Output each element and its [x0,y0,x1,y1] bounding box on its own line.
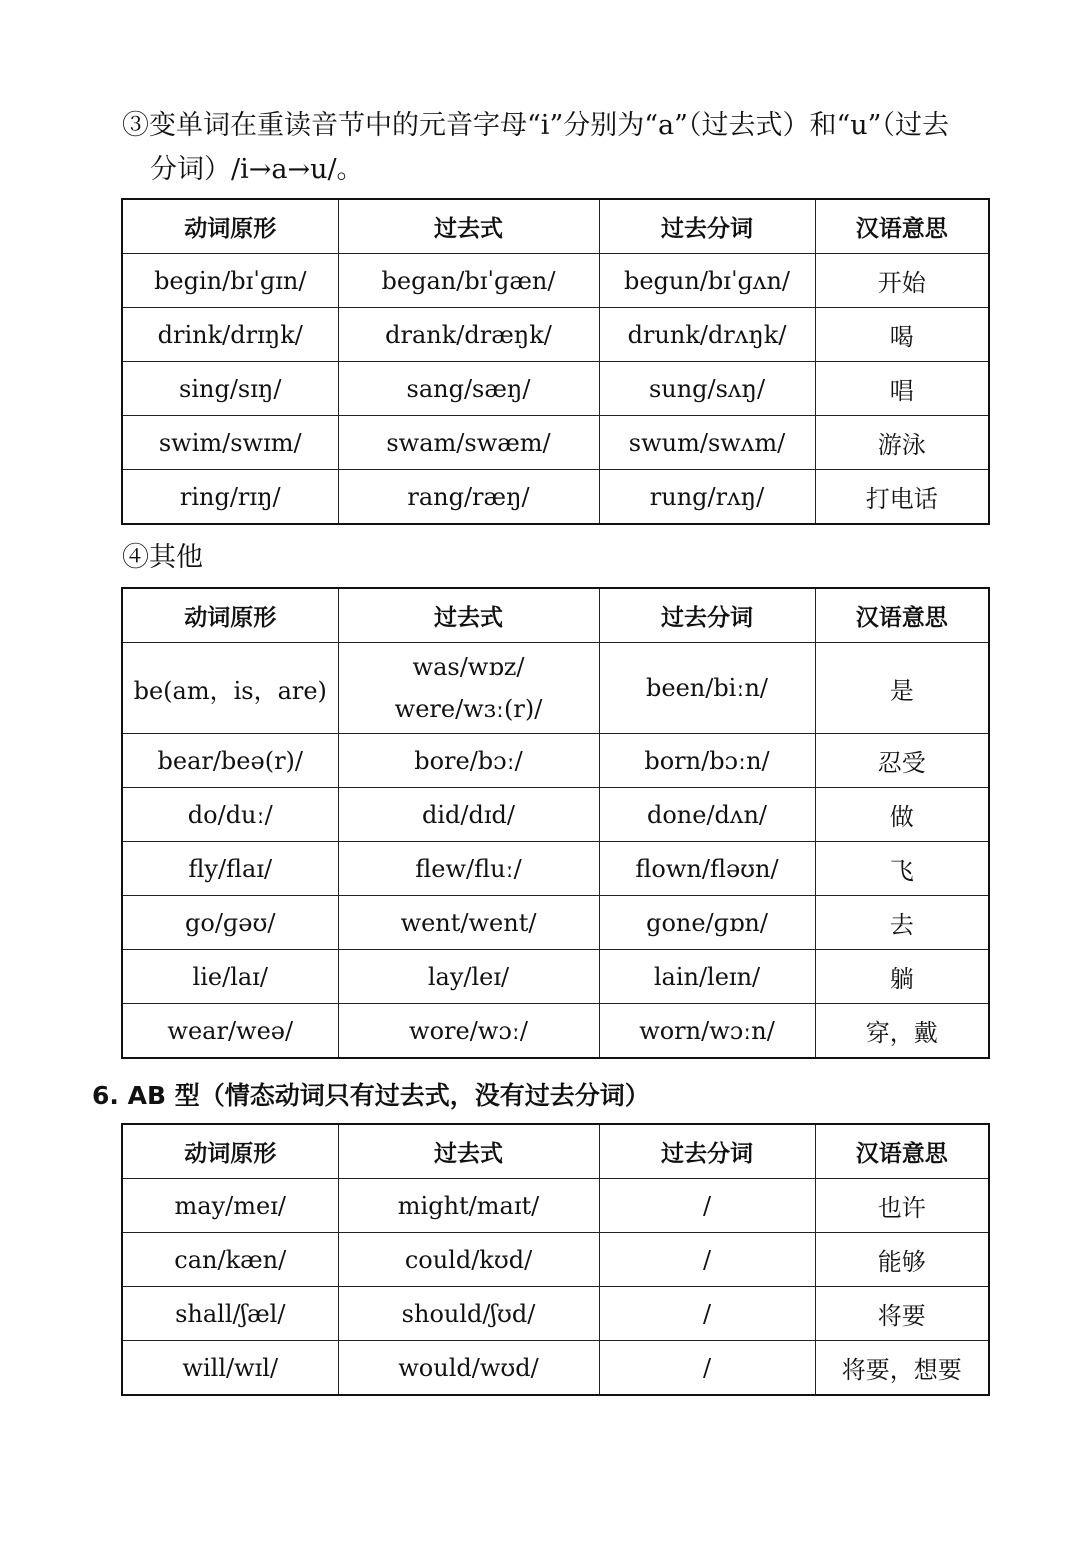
cell-participle: rung/rʌŋ/ [599,470,815,525]
cell-past-line1: was/wɒz/ [412,653,525,681]
cell-base: will/wɪl/ [122,1341,338,1396]
cell-base: do/duː/ [122,788,338,842]
cell-past: lay/leɪ/ [338,950,599,1004]
cell-participle: / [599,1233,815,1287]
header-past-tense: 过去式 [338,588,599,643]
cell-participle: lain/leɪn/ [599,950,815,1004]
cell-past: drank/dræŋk/ [338,308,599,362]
table-header-row [122,1124,989,1179]
section3-line1: ③变单词在重读音节中的元音字母“i”分别为“a”（过去式）和“u”（过去 [122,110,949,141]
cell-past: would/wʊd/ [338,1341,599,1396]
cell-past: rang/ræŋ/ [338,470,599,525]
cell-base: may/meɪ/ [122,1179,338,1233]
cell-base: swim/swɪm/ [122,416,338,470]
table-row [122,1179,989,1233]
cell-meaning: 能够 [815,1233,989,1287]
table-row [122,470,989,525]
table-row [122,308,989,362]
table-row [122,842,989,896]
cell-base: bear/beə(r)/ [122,734,338,788]
table-modal-verbs [121,1123,990,1396]
table-header-row [122,199,989,254]
table-row [122,1287,989,1341]
header-base-form: 动词原形 [122,199,338,254]
cell-meaning: 游泳 [815,416,989,470]
section6-title: 6. AB 型（情态动词只有过去式，没有过去分词） [92,1081,650,1110]
cell-participle: / [599,1287,815,1341]
table-other-irregular [121,587,990,1059]
cell-past: flew/fluː/ [338,842,599,896]
section3-intro [122,104,1002,192]
table-row [122,1004,989,1059]
table-header-row [122,588,989,643]
cell-participle: / [599,1341,815,1396]
cell-past: did/dɪd/ [338,788,599,842]
cell-meaning: 飞 [815,842,989,896]
header-base-form: 动词原形 [122,1124,338,1179]
cell-participle: sung/sʌŋ/ [599,362,815,416]
cell-meaning: 打电话 [815,470,989,525]
header-past-tense: 过去式 [338,199,599,254]
cell-base: fly/flaɪ/ [122,842,338,896]
cell-past: sang/sæŋ/ [338,362,599,416]
cell-past: swam/swæm/ [338,416,599,470]
header-past-tense: 过去式 [338,1124,599,1179]
cell-meaning: 躺 [815,950,989,1004]
cell-meaning: 将要，想要 [815,1341,989,1396]
cell-past: went/went/ [338,896,599,950]
cell-base: drink/drɪŋk/ [122,308,338,362]
cell-participle: / [599,1179,815,1233]
cell-meaning: 忍受 [815,734,989,788]
header-meaning: 汉语意思 [815,588,989,643]
cell-participle: drunk/drʌŋk/ [599,308,815,362]
header-base-form: 动词原形 [122,588,338,643]
cell-meaning: 去 [815,896,989,950]
cell-past [338,643,599,734]
header-past-participle: 过去分词 [599,1124,815,1179]
table-row [122,1233,989,1287]
table-row [122,643,989,734]
cell-base: ring/rɪŋ/ [122,470,338,525]
cell-participle: worn/wɔːn/ [599,1004,815,1059]
cell-meaning: 穿，戴 [815,1004,989,1059]
table-row [122,1341,989,1396]
table-ablaut-i-a-u [121,198,990,525]
table-row [122,254,989,308]
cell-meaning: 是 [815,643,989,734]
cell-base: wear/weə/ [122,1004,338,1059]
cell-participle: done/dʌn/ [599,788,815,842]
table-row [122,950,989,1004]
cell-participle: born/bɔːn/ [599,734,815,788]
cell-meaning: 做 [815,788,989,842]
cell-meaning: 喝 [815,308,989,362]
cell-meaning: 将要 [815,1287,989,1341]
header-past-participle: 过去分词 [599,588,815,643]
header-meaning: 汉语意思 [815,1124,989,1179]
cell-base: be(am，is，are) [122,643,338,734]
table-row [122,362,989,416]
cell-participle: been/biːn/ [599,643,815,734]
cell-participle: begun/bɪˈɡʌn/ [599,254,815,308]
cell-meaning: 唱 [815,362,989,416]
header-past-participle: 过去分词 [599,199,815,254]
table-row [122,896,989,950]
section3-line2: 分词）/i→a→u/。 [150,154,364,185]
cell-past: bore/bɔː/ [338,734,599,788]
cell-past: began/bɪˈɡæn/ [338,254,599,308]
cell-past: wore/wɔː/ [338,1004,599,1059]
cell-base: shall/ʃæl/ [122,1287,338,1341]
cell-base: can/kæn/ [122,1233,338,1287]
cell-base: begin/bɪˈɡɪn/ [122,254,338,308]
section4-title: ④其他 [122,542,203,573]
cell-base: sing/sɪŋ/ [122,362,338,416]
cell-meaning: 也许 [815,1179,989,1233]
cell-past-line2: were/wɜː(r)/ [394,695,543,723]
header-meaning: 汉语意思 [815,199,989,254]
cell-participle: flown/fləʊn/ [599,842,815,896]
table-row [122,734,989,788]
cell-past: might/maɪt/ [338,1179,599,1233]
cell-participle: gone/ɡɒn/ [599,896,815,950]
cell-past: should/ʃʊd/ [338,1287,599,1341]
table-row [122,416,989,470]
cell-participle: swum/swʌm/ [599,416,815,470]
cell-meaning: 开始 [815,254,989,308]
table-row [122,788,989,842]
cell-past: could/kʊd/ [338,1233,599,1287]
cell-base: go/ɡəʊ/ [122,896,338,950]
cell-base: lie/laɪ/ [122,950,338,1004]
